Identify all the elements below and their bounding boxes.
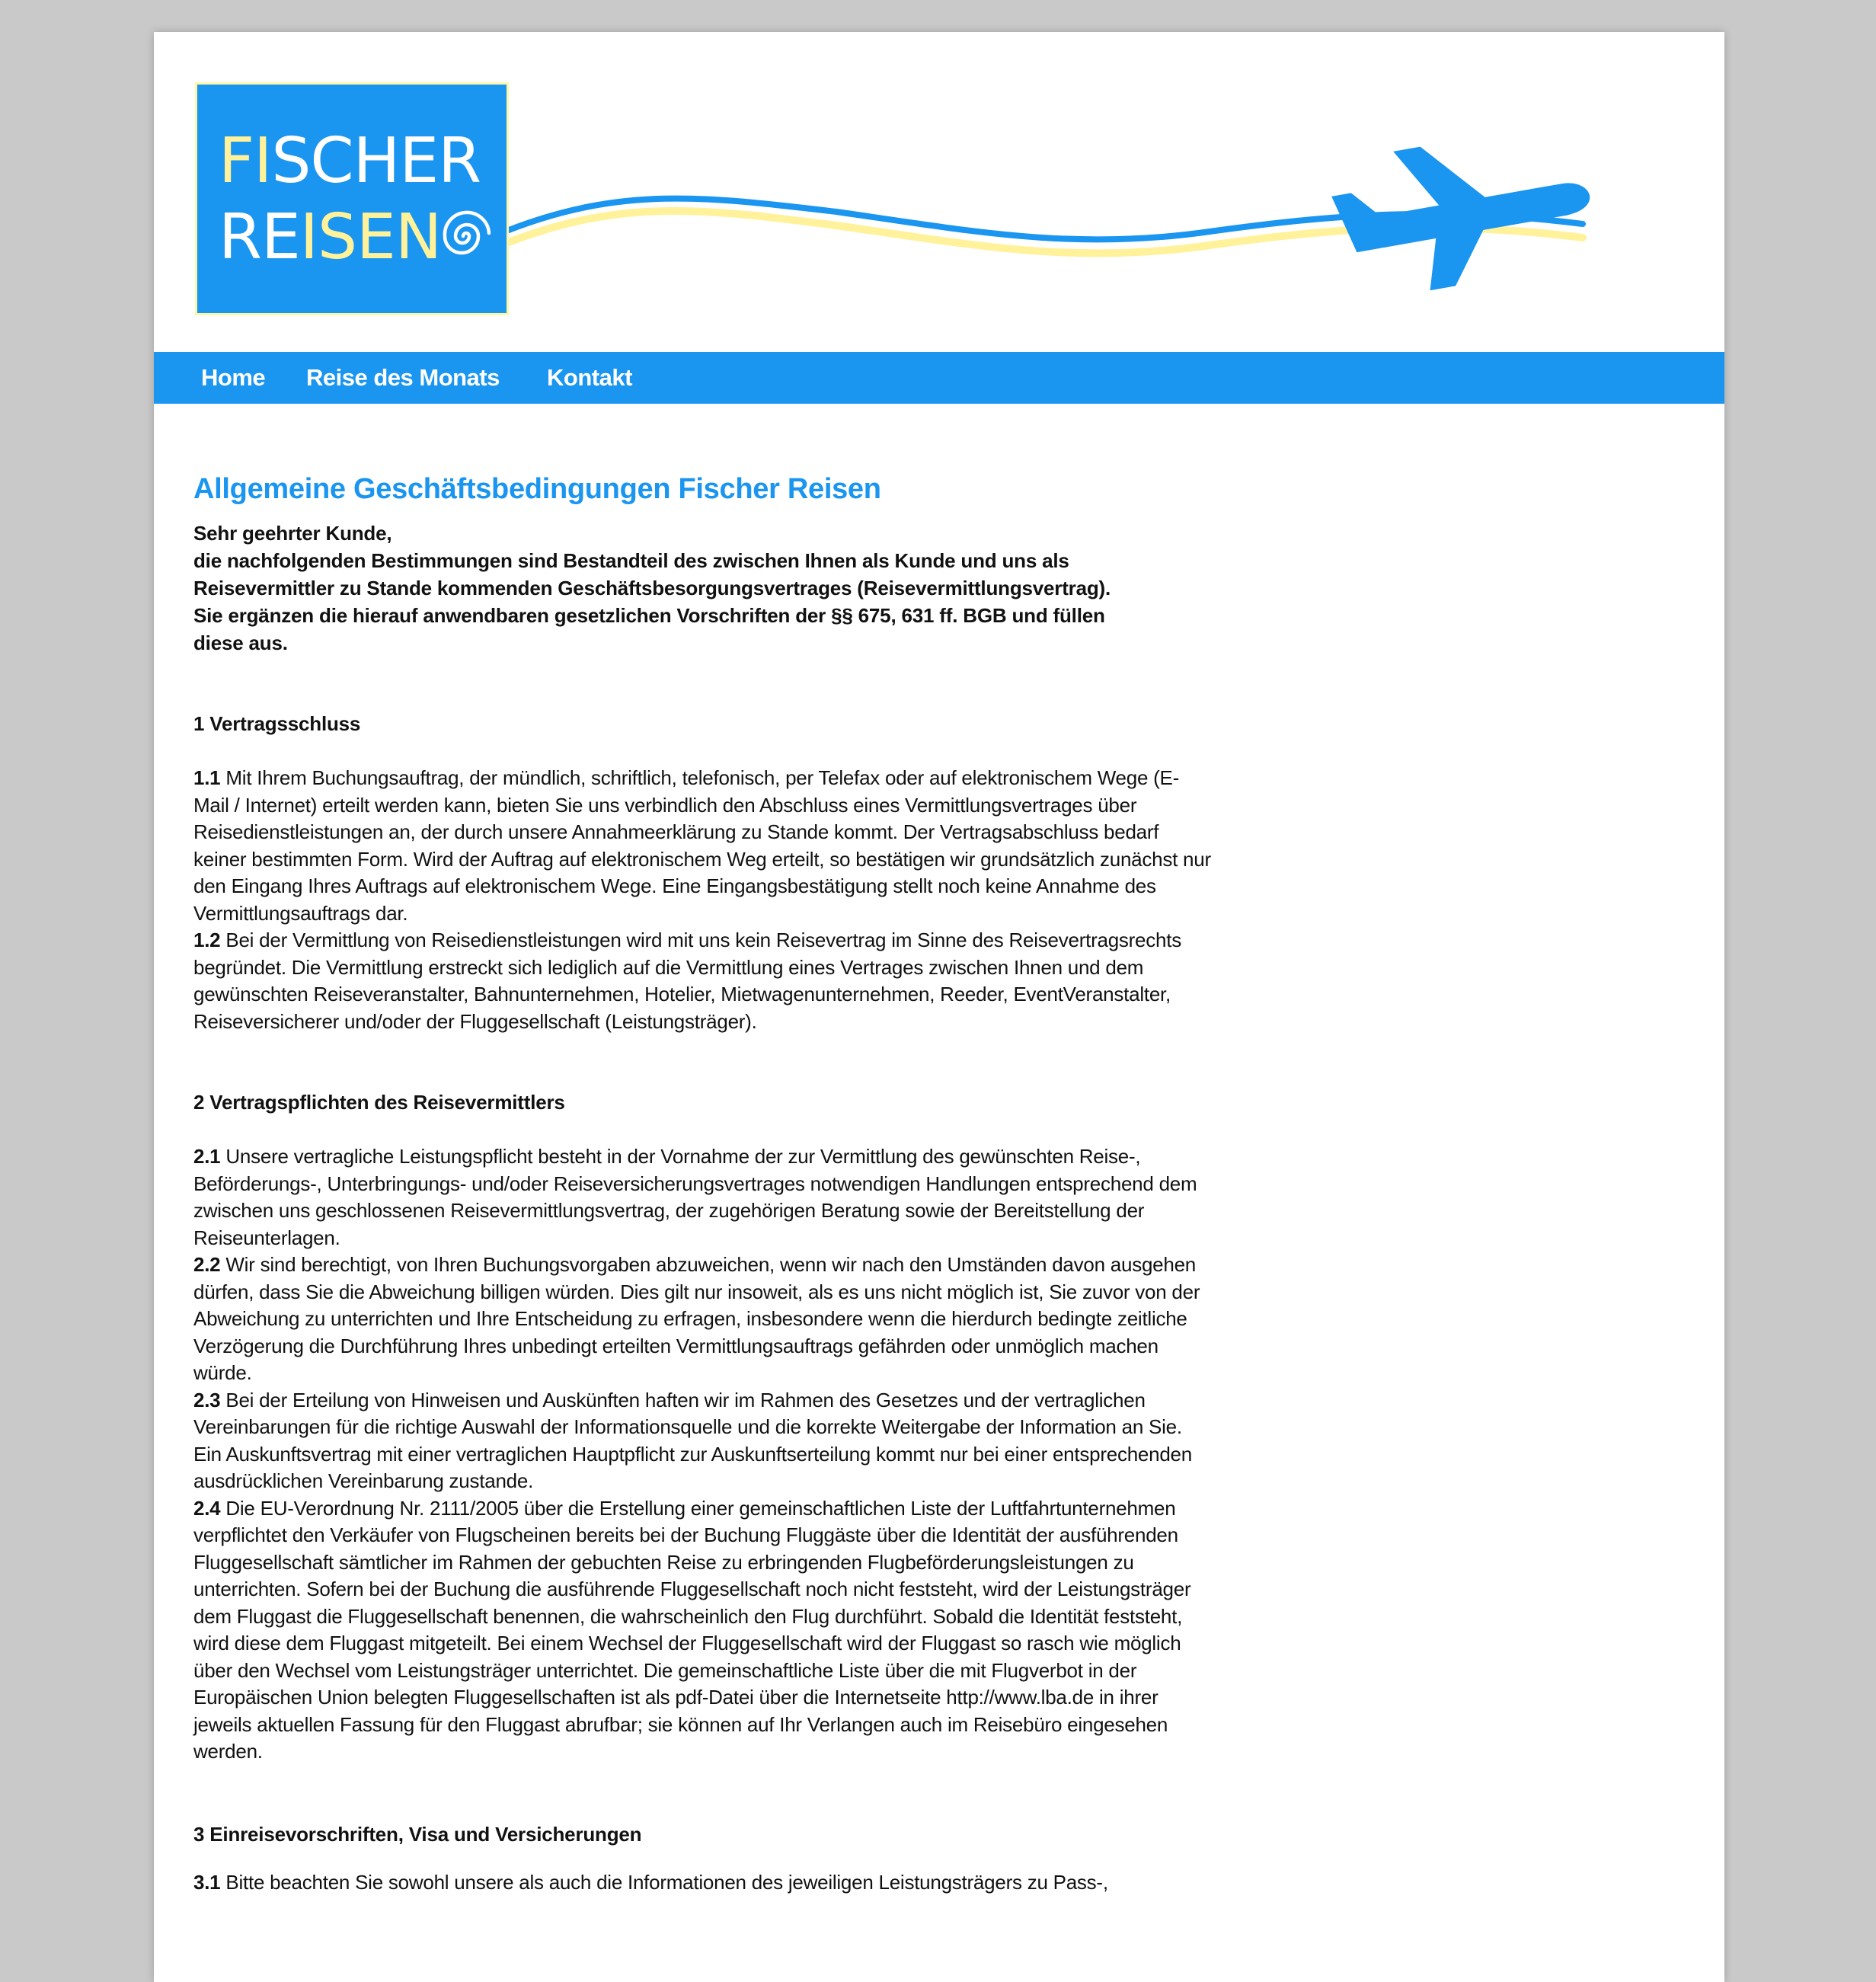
- page: [154, 32, 1724, 1982]
- intro-text: Sehr geehrter Kunde, die nachfolgenden Bestimmungen sind Bestandteil des zwischen Ihnen als Kunde und uns als Reisevermittler zu Stande kommenden Geschäftsbesorgungsvertrages (Reisevermittlungsvertrag). Sie ergänzen die hierauf anwendbaren gesetzlichen Vorschriften der §§ 675, 631 ff. BGB und füllen diese aus.: [193, 522, 1111, 654]
- nav-home[interactable]: Home: [201, 364, 266, 391]
- swirl-icon: [432, 202, 500, 270]
- nav-reise-des-monats[interactable]: Reise des Monats: [306, 364, 500, 391]
- clause-2-1: 2.1 Unsere vertragliche Leistungspflicht besteht in der Vornahme der zur Vermittlung des gewünschten Reise-, Beförderungs-, Unterbringungs- und/oder Reiseversicherungsvertrages notwendigen Handlungen entsprechend dem zwischen uns geschlossenen Reisevermittlungsvertrag, der zugehörigen Beratung sowie der Bereitstellung der Reiseunterlagen.: [193, 1145, 1197, 1249]
- clause-1-1: 1.1 Mit Ihrem Buchungsauftrag, der mündlich, schriftlich, telefonisch, per Telefax oder auf elektronischem Wege (E-Mail / Internet) erteilt werden kann, bieten Sie uns verbindlich den Abschluss eines Vermittlungsvertrages über Reisedienstleistungen an, der durch unsere Annahmeerklärung zu Stande kommt. Der Vertragsabschluss bedarf keiner bestimmten Form. Wird der Auftrag auf elektronischem Weg erteilt, so bestätigen wir grundsätzlich zunächst nur den Eingang Ihres Auftrags auf elektronischem Wege. Eine Eingangsbestätigung stellt noch keine Annahme des Vermittlungsauftrags dar.: [193, 766, 1211, 925]
- clause-2-2: 2.2 Wir sind berechtigt, von Ihren Buchungsvorgaben abzuweichen, wenn wir nach den Umständen davon ausgehen dürfen, dass Sie die Abweichung billigen würden. Dies gilt nur insoweit, als es uns nicht möglich ist, Sie zuvor von der Abweichung zu unterrichten und Ihre Entscheidung zu erfragen, insbesondere wenn die hierdurch bedingte zeitliche Verzögerung die Durchführung Ihres unbedingt erteilten Vermittlungsauftrags gefährden oder unmöglich machen würde.: [193, 1253, 1200, 1384]
- clause-2-4: 2.4 Die EU-Verordnung Nr. 2111/2005 über die Erstellung einer gemeinschaftlichen Liste der Luftfahrtunternehmen verpflichtet den Verkäufer von Flugscheinen bereits bei der Buchung Fluggäste über die Identität der ausführenden Fluggesellschaft sämtlicher im Rahmen der gebuchten Reise zu erbringenden Flugbeförderungsleistungen zu unterrichten. Sofern bei der Buchung die ausführende Fluggesellschaft noch nicht feststeht, wird der Leistungsträger dem Fluggast die Fluggesellschaft benennen, die wahrscheinlich den Flug durchführt. Sobald die Identität feststeht, wird diese dem Fluggast mitgeteilt. Bei einem Wechsel der Fluggesellschaft wird der Fluggast so rasch wie möglich über den Wechsel vom Leistungsträger unterrichtet. Die gemeinschaftliche Liste über die mit Flugverbot in der Europäischen Union belegten Fluggesellschaften ist als pdf-Datei über die Internetseite http://www.lba.de in ihrer jeweils aktuellen Fassung für den Fluggast abrufbar; sie können auf Ihr Verlangen auch im Reisebüro eingesehen werden.: [193, 1496, 1191, 1763]
- main-content: [193, 471, 1214, 1896]
- clause-3-1: 3.1 Bitte beachten Sie sowohl unsere als auch die Informationen des jeweiligen Leistungsträgers zu Pass-,: [193, 1870, 1108, 1894]
- section-1: [193, 710, 1214, 1035]
- airplane-wave-graphic: [509, 146, 1590, 344]
- section-body: [193, 765, 1214, 1035]
- brand-logo[interactable]: [195, 82, 509, 315]
- clause-2-3: 2.3 Bei der Erteilung von Hinweisen und Auskünften haften wir im Rahmen des Gesetzes und der vertraglichen Vereinbarungen für die richtige Auswahl der Informationsquelle und die korrekte Weitergabe der Information an Sie. Ein Auskunftsvertrag mit einer vertraglichen Hauptpflicht zur Auskunftserteilung kommt nur bei einer entsprechenden ausdrücklichen Vereinbarung zustande.: [193, 1388, 1192, 1492]
- section-2: [193, 1089, 1214, 1766]
- logo-line-1: FISCHER: [219, 125, 481, 197]
- clause-1-2: 1.2 Bei der Vermittlung von Reisedienstleistungen wird mit uns kein Reisevertrag im Sinne des Reisevertragsrechts begründet. Die Vermittlung erstreckt sich lediglich auf die Vermittlung eines Vertrages zwischen Ihnen und dem gewünschten Reiseveranstalter, Bahnunternehmen, Hotelier, Mietwagenunternehmen, Reeder, EventVeranstalter, Reiseversicherer und/oder der Fluggesellschaft (Leistungsträger).: [193, 929, 1181, 1033]
- section-body: [193, 1869, 1214, 1897]
- section-heading: 3 Einreisevorschriften, Visa und Versicherungen: [193, 1822, 642, 1846]
- nav-kontakt[interactable]: Kontakt: [547, 364, 632, 391]
- section-body: [193, 1143, 1214, 1766]
- site-header: [154, 32, 1724, 352]
- section-heading: 2 Vertragspflichten des Reisevermittlers: [193, 1091, 565, 1114]
- airplane-icon: [1326, 146, 1590, 305]
- main-nav: [154, 352, 1724, 404]
- logo-line-2: REISEN: [219, 201, 442, 273]
- section-3: [193, 1821, 1214, 1897]
- section-heading: 1 Vertragsschluss: [193, 712, 361, 735]
- page-title: Allgemeine Geschäftsbedingungen Fischer Reisen: [193, 473, 881, 505]
